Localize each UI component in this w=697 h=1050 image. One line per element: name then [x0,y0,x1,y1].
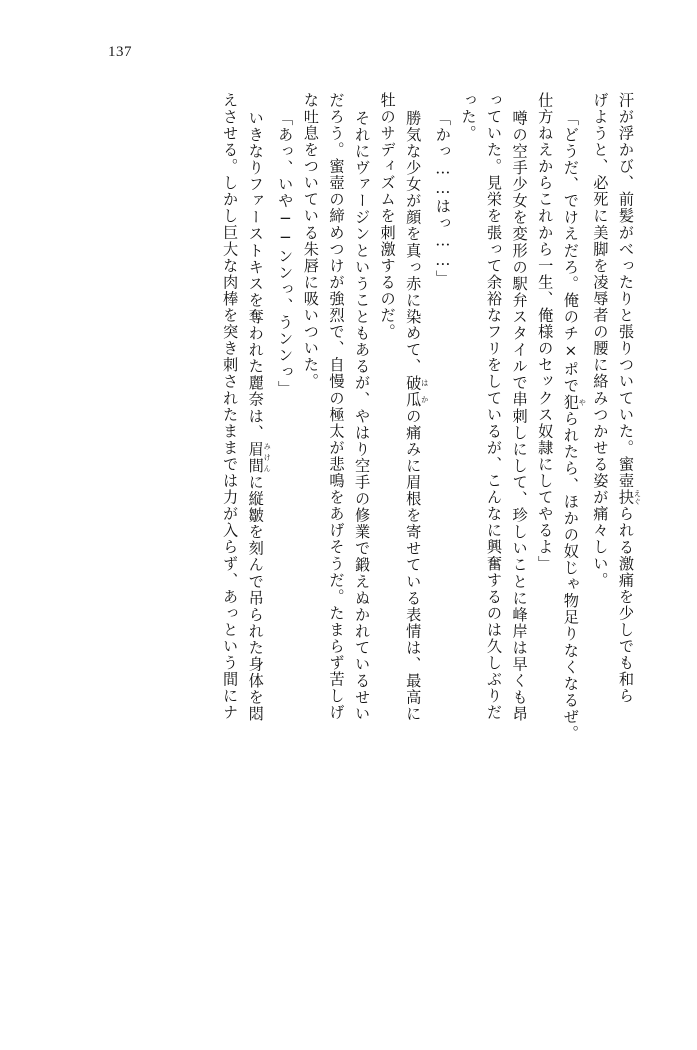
line-text: 牡のサディズムを刺激するのだ。 [378,92,397,341]
line-text: えさせる。しかし巨大な肉棒を突き刺されたままでは力が入らず、あっという間にナ [221,92,240,721]
line-text: 勝気な少女が顔を真っ赤に染めて、 [404,110,423,375]
line-text: 「かっ……はっ……」 [433,110,452,287]
line-text: いきなりファーストキスを奪われた麗奈は、 [246,110,265,441]
line-text: だろう。蜜壺の締めつけが強烈で、自慢の極太が悲鳴をあげそうだ。たまらず苦しげ [327,92,346,721]
line-text: 「どうだ、でけえだろ。俺のチ×ポで [561,110,580,395]
body-text-block [64,92,642,972]
line-text: っていた。見栄を張って余裕なフリをしているが、こんなに興奮するのは久しぶりだ [485,92,504,721]
ruby-yararetara: 犯や [561,394,588,411]
text-line [429,92,455,990]
line-text: な吐息をついている朱唇に吸いついた。 [301,92,320,390]
line-text: げようと、必死に美脚を凌辱者の腰に絡みつかせる姿が痛々しい。 [591,92,610,589]
line-text: それにヴァージンということもあるが、やはり空手の修業で鍛えぬかれているせい [353,110,372,723]
line-text: られたら、ほかの奴じゃ物足りなくなるぜ。 [561,410,580,742]
text-line [297,92,323,972]
text-line [272,92,298,990]
line-text: 「あっ、いや──ンンっ、うンンっ」 [276,110,295,397]
text-line [480,92,506,972]
page-number: 137 [108,44,132,60]
text-line [217,92,243,972]
line-text: 汗が浮かび、前髪がべったりと張りついていた。 [617,92,635,457]
text-line [612,92,642,972]
ruby-haka: 破瓜はか [404,374,430,408]
text-line [557,92,587,990]
text-line [323,92,349,972]
ruby-mitsutsubo: 蜜壺 [617,456,635,490]
text-line [348,92,374,990]
text-line [242,92,272,990]
line-text: の痛みに眉根を寄せている表情は、最高に [404,407,423,723]
text-line [455,92,481,972]
line-text: った。 [459,92,478,142]
line-text: 仕方ねえからこれから一生、俺様のセックス奴隷にしてやるよ」 [536,92,555,572]
text-line [374,92,400,972]
ruby-eguru: 抉えぐ [617,489,643,506]
text-line [506,92,532,990]
ruby-miken: 眉間みけん [246,441,273,475]
text-line [587,92,613,972]
line-text: られる激痛を少しでも和ら [617,505,635,705]
text-line [532,92,558,972]
line-text: 噂の空手少女を変形の駅弁スタイルで串刺しにして、珍しいことに峰岸は早くも昂 [510,110,529,723]
text-line [400,92,430,990]
line-text: に縦皺を刻んで吊られた身体を悶 [246,474,265,723]
